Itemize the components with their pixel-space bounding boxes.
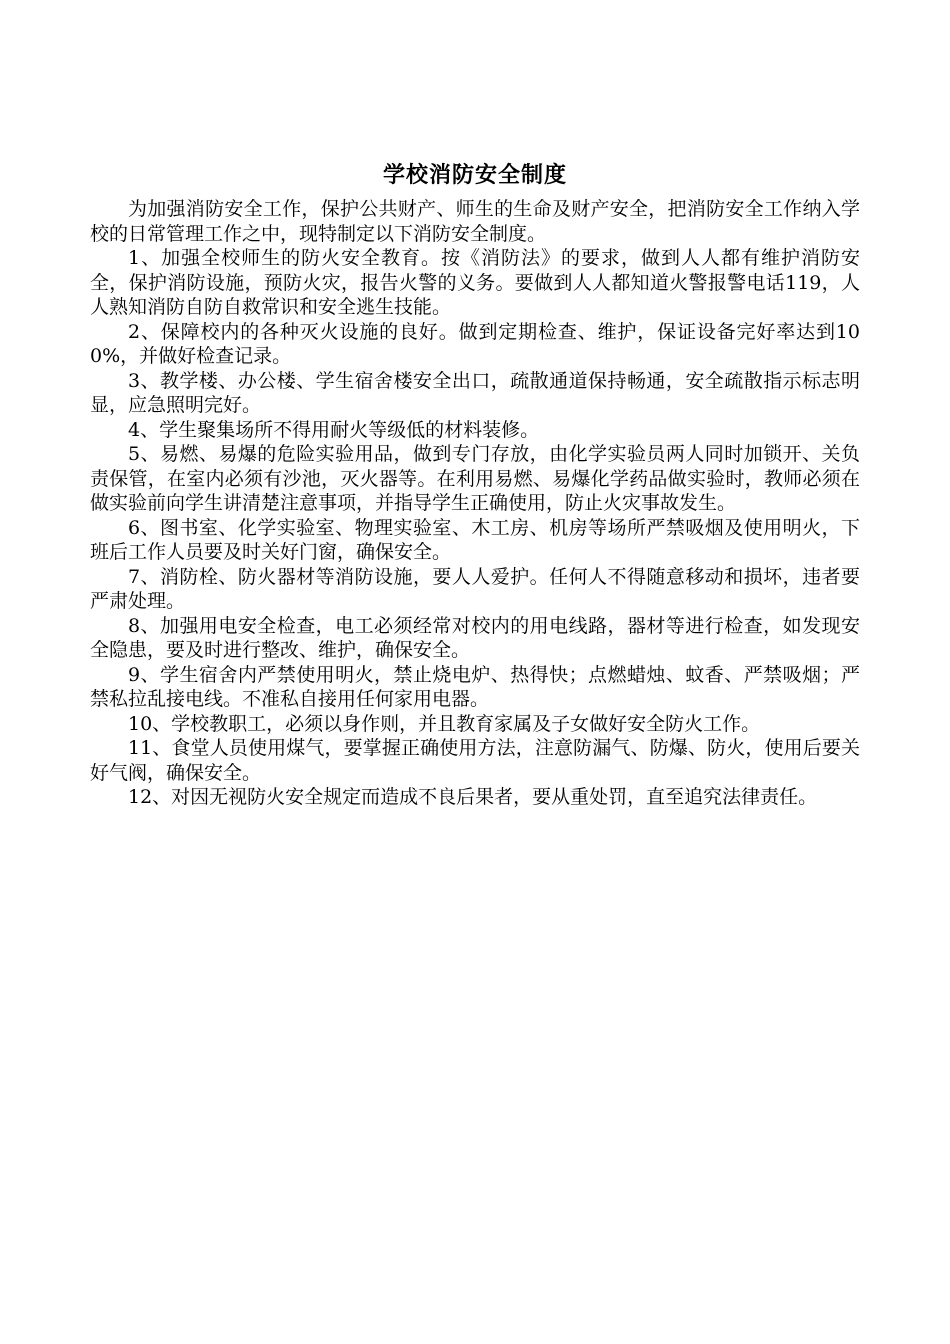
document-page xyxy=(90,155,860,810)
rule-6-paragraph: 6、图书室、化学实验室、物理实验室、木工房、机房等场所严禁吸烟及使用明火，下班后工作人员要及时关好门窗，确保安全。 xyxy=(90,516,860,563)
rule-9-paragraph: 9、学生宿舍内严禁使用明火，禁止烧电炉、热得快；点燃蜡烛、蚊香、严禁吸烟；严禁私拉乱接电线。不准私自接用任何家用电器。 xyxy=(90,663,860,710)
rule-12-paragraph: 12、对因无视防火安全规定而造成不良后果者，要从重处罚，直至追究法律责任。 xyxy=(128,786,818,808)
rule-10-paragraph: 10、学校教职工，必须以身作则，并且教育家属及子女做好安全防火工作。 xyxy=(128,712,761,735)
rule-5-paragraph: 5、易燃、易爆的危险实验用品，做到专门存放，由化学实验员两人同时加锁开、关负责保管，在室内必须有沙池，灭火器等。在利用易燃、易爆化学药品做实验时，教师必须在做实验前向学生讲清楚注意事项，并指导学生正确使用，防止火灾事故发生。 xyxy=(90,443,860,514)
rule-7-paragraph: 7、消防栓、防火器材等消防设施，要人人爱护。任何人不得随意移动和损坏，违者要严肃处理。 xyxy=(90,565,860,612)
rule-8-paragraph: 8、加强用电安全检查，电工必须经常对校内的用电线路，器材等进行检查，如发现安全隐患，要及时进行整改、维护，确保安全。 xyxy=(90,614,860,661)
rule-3-paragraph: 3、教学楼、办公楼、学生宿舍楼安全出口，疏散通道保持畅通，安全疏散指示标志明显，应急照明完好。 xyxy=(90,369,860,416)
rule-1-paragraph: 1、加强全校师生的防火安全教育。按《消防法》的要求，做到人人都有维护消防安全，保护消防设施，预防火灾，报告火警的义务。要做到人人都知道火警报警电话119，人人熟知消防自防自救常识和安全逃生技能。 xyxy=(90,247,860,318)
rule-2-paragraph: 2、保障校内的各种灭火设施的良好。做到定期检查、维护，保证设备完好率达到100%，并做好检查记录。 xyxy=(90,320,860,367)
document-title: 学校消防安全制度 xyxy=(382,162,567,188)
intro-paragraph: 为加强消防安全工作，保护公共财产、师生的生命及财产安全，把消防安全工作纳入学校的日常管理工作之中，现特制定以下消防安全制度。 xyxy=(90,198,860,245)
rule-4-paragraph: 4、学生聚集场所不得用耐火等级低的材料装修。 xyxy=(128,418,540,441)
rule-11-paragraph: 11、食堂人员使用煤气，要掌握正确使用方法，注意防漏气、防爆、防火，使用后要关好气阀，确保安全。 xyxy=(90,737,860,784)
